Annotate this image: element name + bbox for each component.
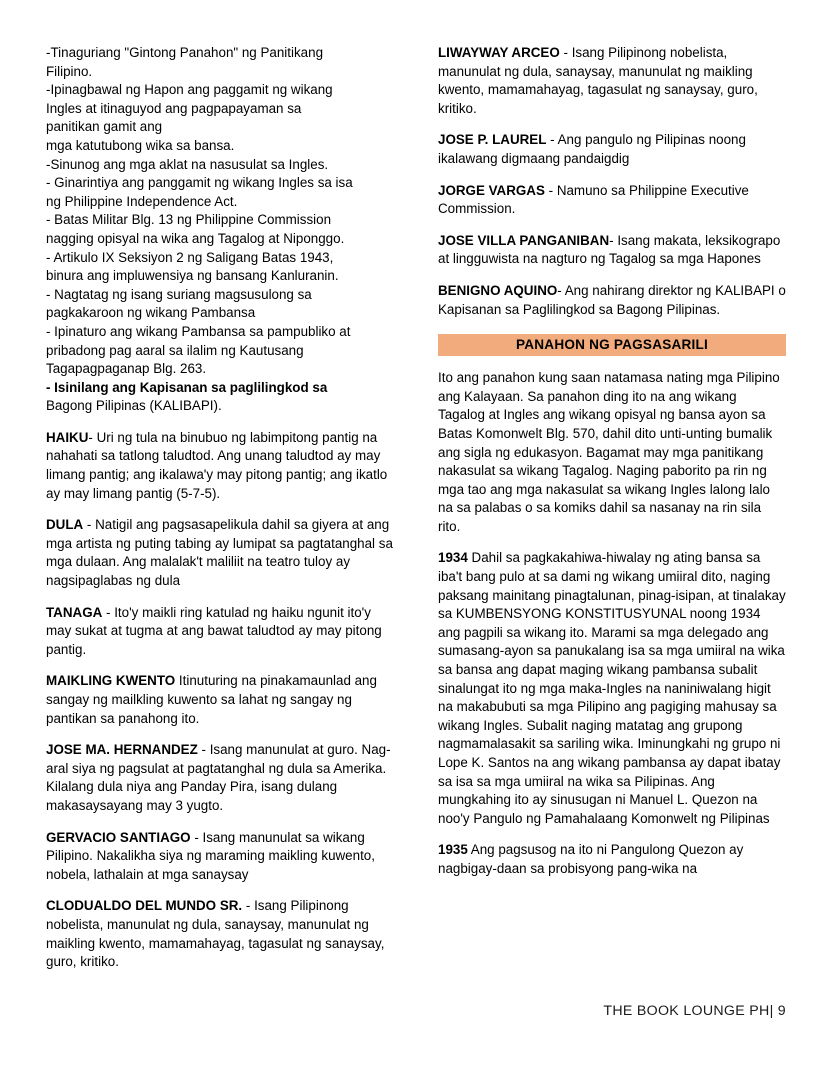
bullet-line: - Isinilang ang Kapisanan sa paglilingkod sa bbox=[46, 379, 328, 395]
definition-entry-body: Uri ng tula na binubuo ng labimpitong pantig na nahahati sa tatlong taludtod. Ang unang taludtod ay may limang pantig; ang ikalawa'y may pitong pantig; ang ikatlo ay may limang pantig (5-7-5). bbox=[46, 429, 388, 501]
bullet-line: pribadong pag aaral sa ilalim ng Kautusang bbox=[46, 342, 304, 358]
bullet-line: - Ginarintiya ang panggamit ng wikang Ingles sa isa bbox=[46, 175, 353, 191]
person-entry: LIWAYWAY ARCEO - Isang Pilipinong nobelista, manunulat ng dula, sanaysay, manunulat ng maikling kwento, mamamahayag, tagasulat ng sanaysay, guro, kritiko. bbox=[438, 45, 758, 116]
definition-entry-term: MAIKLING KWENTO bbox=[46, 673, 176, 689]
person-entry-body: Ang nahirang direktor ng KALIBAPI o Kapisanan sa Paglilingkod sa Bagong Pilipinas. bbox=[438, 282, 786, 317]
definition-entry: HAIKU- Uri ng tula na binubuo ng labimpitong pantig na nahahati sa tatlong taludtod. Ang unang taludtod ay may limang pantig; ang ikalawa'y may pitong pantig; ang ikatlo ay may limang pantig (5-7-5). bbox=[46, 429, 388, 501]
definition-entry-body: Itinuturing na pinakamaunlad ang sangay ng mailkling kuwento sa lahat ng sangay ng pantikan sa panahong ito. bbox=[46, 673, 377, 726]
person-entry-term: JORGE VARGAS bbox=[438, 182, 545, 198]
bullet-line: Filipino. bbox=[46, 63, 93, 79]
definition-entry: TANAGA - Ito'y maikli ring katulad ng haiku ngunit ito'y may sukat at tugma at ang bawat taludtod ay may pitong pantig. bbox=[46, 604, 382, 657]
definition-entry-body: Isang Pilipinong nobelista, manunulat ng dula, sanaysay, manunulat ng maikling kwento, mamamahayag, tagasulat ng sanaysay, guro, kritiko. bbox=[46, 898, 385, 970]
definition-entry-body: Ito'y maikli ring katulad ng haiku ngunit ito'y may sukat at tugma at ang bawat taludtod ay may pitong pantig. bbox=[46, 604, 382, 657]
definition-entry-term: GERVACIO SANTIAGO bbox=[46, 829, 191, 845]
left-column bbox=[46, 44, 394, 970]
person-entry-body: Namuno sa Philippine Executive Commission. bbox=[438, 182, 749, 217]
definition-entry: DULA - Natigil ang pagsasapelikula dahil sa giyera at ang mga artista ng puting tabing ay lumipat sa pagtatanghal sa mga dulaan. Ang malalak't maliliit na teatro tuloy ay nagsipaglabas ng dula bbox=[46, 517, 393, 589]
person-entry-term: BENIGNO AQUINO bbox=[438, 282, 558, 298]
definition-entry: JOSE MA. HERNANDEZ - Isang manunulat at guro. Nag-aral siya ng pagsulat at pagtatanghal ng dula sa Amerika. Kilalang dula niya ang Panday Pira, isang dulang makasaysayang may 3 yugto. bbox=[46, 742, 391, 813]
spacer bbox=[46, 416, 394, 429]
two-column-layout bbox=[46, 44, 786, 970]
definition-entry-body: Isang manunulat at guro. Nag-aral siya ng pagsulat at pagtatanghal ng dula sa Amerika. Kilalang dula niya ang Panday Pira, isang dulang makasaysayang may 3 yugto. bbox=[46, 742, 391, 813]
bullet-line: Bagong Pilipinas (KALIBAPI). bbox=[46, 398, 222, 414]
definition-entry-term: CLODUALDO DEL MUNDO SR. bbox=[46, 898, 243, 914]
right-person-entries bbox=[438, 44, 786, 319]
definition-entry-term: TANAGA bbox=[46, 604, 103, 620]
year-entry bbox=[438, 549, 786, 828]
bullet-line: - Nagtatag ng isang suriang magsusulong sa bbox=[46, 286, 312, 302]
left-definition-entries bbox=[46, 429, 394, 972]
person-entry-body: Isang Pilipinong nobelista, manunulat ng dula, sanaysay, manunulat ng maikling kwento, mamamahayag, tagasulat ng sanaysay, guro, kritiko. bbox=[438, 45, 758, 116]
definition-entry-term: JOSE MA. HERNANDEZ bbox=[46, 742, 198, 758]
bullet-line: nagging opisyal na wika ang Tagalog at Niponggo. bbox=[46, 230, 345, 246]
bullet-line: mga katutubong wika sa bansa. bbox=[46, 137, 235, 153]
definition-entry-body: Natigil ang pagsasapelikula dahil sa giyera at ang mga artista ng puting tabing ay lumipat sa pagtatanghal sa mga dulaan. Ang malalak't maliliit na teatro tuloy ay nagsipaglabas ng dula bbox=[46, 517, 393, 589]
bullet-line: binura ang impluwensiya ng bansang Kanluranin. bbox=[46, 268, 339, 284]
person-entry-body: Isang makata, leksikograpo at lingguwista na nagturo ng Tagalog sa mga Hapones bbox=[438, 232, 781, 267]
definition-entry: GERVACIO SANTIAGO - Isang manunulat sa wikang Pilipino. Nakalikha siya ng maraming maikling kuwento, nobela, lathalain at mga sanaysay bbox=[46, 829, 375, 882]
bullet-line: pagkakaroon ng wikang Pambansa bbox=[46, 305, 256, 321]
bullet-line: - Artikulo IX Seksiyon 2 ng Saligang Batas 1943, bbox=[46, 249, 334, 265]
person-entry-body: Ang pangulo ng Pilipinas noong ikalawang digmaang pandaigdig bbox=[438, 132, 746, 166]
bullet-line: Tagapagpaganap Blg. 263. bbox=[46, 361, 207, 377]
bullet-line: -Ipinagbawal ng Hapon ang paggamit ng wikang bbox=[46, 82, 333, 98]
person-entry-term: JOSE VILLA PANGANIBAN bbox=[438, 232, 610, 248]
year-entry-body: Ang pagsusog na ito ni Pangulong Quezon ay nagbigay-daan sa probisyong pang-wika na bbox=[438, 842, 744, 876]
section-banner-panahon-ng-pagsasarili: PANAHON NG PAGSASARILI bbox=[438, 334, 786, 356]
year-entry bbox=[438, 841, 786, 878]
bullet-list-japanese-period bbox=[46, 44, 394, 416]
year-entries bbox=[438, 549, 786, 878]
person-entry: JOSE P. LAUREL - Ang pangulo ng Pilipinas noong ikalawang digmaang pandaigdig bbox=[438, 132, 746, 166]
bullet-line: panitikan gamit ang bbox=[46, 119, 163, 135]
definition-entry: CLODUALDO DEL MUNDO SR. - Isang Pilipinong nobelista, manunulat ng dula, sanaysay, manunulat ng maikling kwento, mamamahayag, tagasulat ng sanaysay, guro, kritiko. bbox=[46, 898, 385, 970]
person-entry: BENIGNO AQUINO- Ang nahirang direktor ng KALIBAPI o Kapisanan sa Paglilingkod sa Bagong Pilipinas. bbox=[438, 282, 786, 317]
year-entry-year: 1935 bbox=[438, 842, 468, 858]
bullet-line: - Ipinaturo ang wikang Pambansa sa pampubliko at bbox=[46, 323, 351, 339]
definition-entry-term: HAIKU bbox=[46, 429, 89, 445]
page-footer: THE BOOK LOUNGE PH| 9 bbox=[603, 1003, 786, 1019]
definition-entry-body: Isang manunulat sa wikang Pilipino. Nakalikha siya ng maraming maikling kuwento, nobela, lathalain at mga sanaysay bbox=[46, 829, 375, 882]
bullet-line: Ingles at itinaguyod ang pagpapayaman sa bbox=[46, 100, 302, 116]
section-intro-paragraph: Ito ang panahon kung saan natamasa nating mga Pilipino ang Kalayaan. Sa panahon ding ito na ang wikang Tagalog at Ingles ang wikang opisyal ng bansa ayon sa Batas Komonwelt Blg. 570, dahil dito unti-unting bumalik ang sigla ng edukasyon. Bagamat may mga panitikang nakasulat sa wikang Tagalog. Naging paborito pa rin ng mga tao ang mga nakasulat sa wikang Ingles lalong lalo na sa palabas o sa komiks dahil sa nasanay na rin sila rito. bbox=[438, 370, 780, 534]
person-entry-term: JOSE P. LAUREL bbox=[438, 132, 547, 148]
right-column bbox=[438, 44, 786, 964]
person-entry: JORGE VARGAS - Namuno sa Philippine Executive Commission. bbox=[438, 182, 749, 217]
bullet-line: - Batas Militar Blg. 13 ng Philippine Commission bbox=[46, 212, 332, 228]
year-entry-body: Dahil sa pagkakahiwa-hiwalay ng ating bansa sa iba't bang pulo at sa dami ng wikang umiiral dito, naging paksang mainitang pinagtalunan, pinag-isipan, at tinalakay sa KUMBENSYONG KONSTITUSYUNAL noong 1934 ang pagpili sa wikang ito. Marami sa mga delegado ang sumasang-ayon sa panukalang isa sa mga umiiral na wika sa bansa ang dapat maging wikang pambansa subalit sinalungat ito ng mga maka-Ingles na naniniwalang higit na makabubuti sa mga Pilipino ang pagiging mahusay sa wikang Ingles. Subalit naging matatag ang grupong nagmamalasakit sa sariling wika. Iminungkahi ng grupo ni Lope K. Santos na ang wikang pambansa ay dapat ibatay sa isa sa mga umiiral na wika sa Pilipinas. Ang mungkahing ito ay sinusugan ni Manuel L. Quezon na noo'y Pangulo ng Pamahalaang Komonwelt ng Pilipinas bbox=[438, 550, 786, 826]
year-entry-year: 1934 bbox=[438, 550, 468, 566]
definition-entry bbox=[46, 672, 394, 728]
person-entry-term: LIWAYWAY ARCEO bbox=[438, 45, 560, 60]
bullet-line: -Sinunog ang mga aklat na nasusulat sa Ingles. bbox=[46, 156, 329, 172]
bullet-line: ng Philippine Independence Act. bbox=[46, 193, 238, 209]
person-entry: JOSE VILLA PANGANIBAN- Isang makata, leksikograpo at lingguwista na nagturo ng Tagalog sa mga Hapones bbox=[438, 232, 781, 267]
definition-entry-term: DULA bbox=[46, 517, 84, 533]
bullet-line: -Tinaguriang "Gintong Panahon" ng Panitikang bbox=[46, 45, 324, 60]
